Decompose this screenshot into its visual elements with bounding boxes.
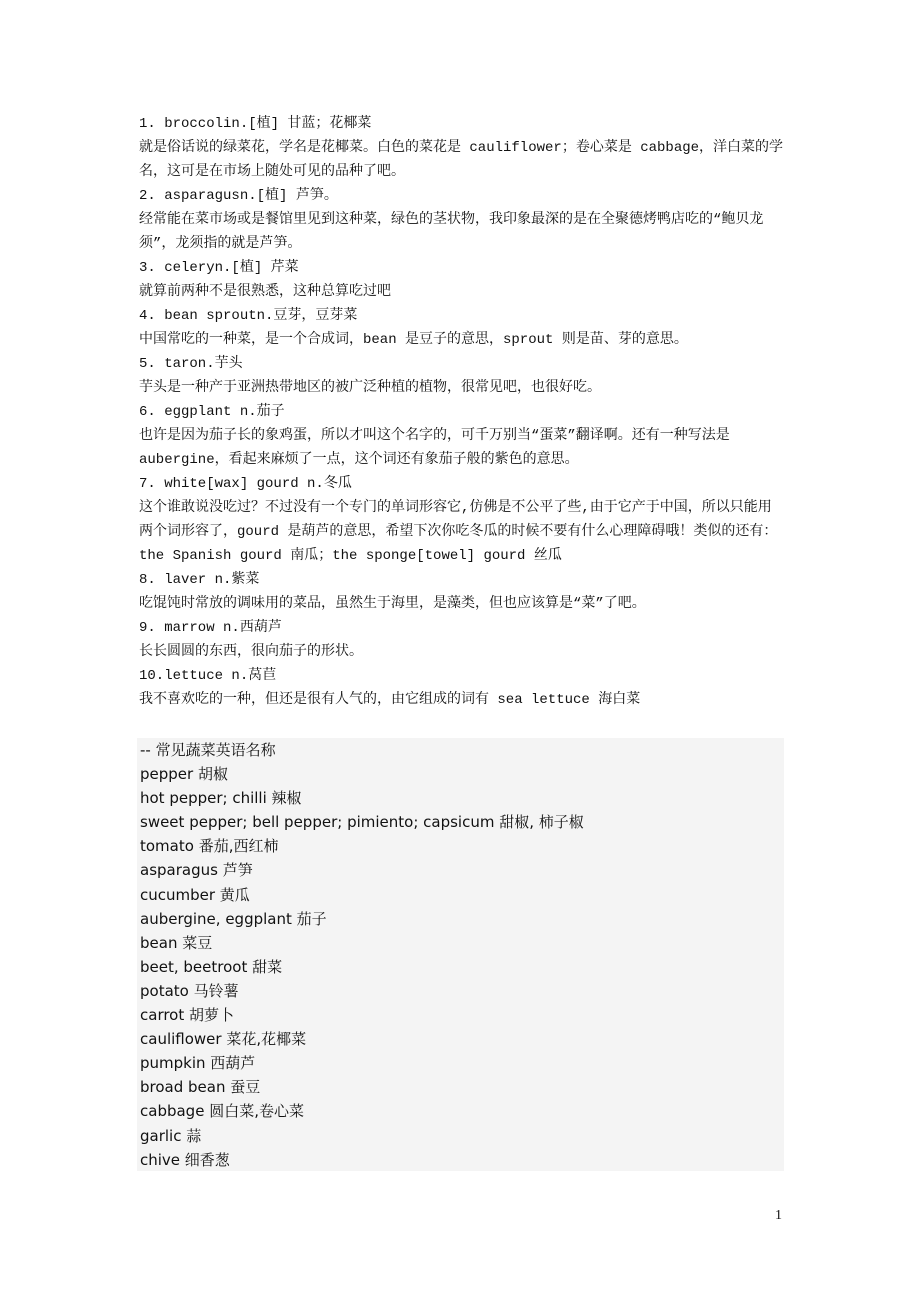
vegetable-list-item: bean 菜豆: [140, 933, 213, 952]
vegetable-list-item: broad bean 蚕豆: [140, 1078, 261, 1097]
entry-description: 也许是因为茄子长的象鸡蛋，所以才叫这个名字的，可千万别当“蛋菜”翻译啊。还有一种写法是 aubergine，看起来麻烦了一点，这个词还有象茄子般的紫色的意思。: [139, 428, 730, 468]
page-number: 1: [775, 1208, 782, 1223]
vegetable-list-item: carrot 胡萝卜: [140, 1006, 235, 1025]
entry-description: 中国常吃的一种菜，是一个合成词，bean 是豆子的意思，sprout 则是苗、芽的意思。: [139, 332, 688, 348]
entry-heading: 5. taron.芋头: [139, 356, 243, 372]
vegetable-list-item: garlic 蒜: [140, 1126, 202, 1145]
entry-description: 吃馄饨时常放的调味用的菜品，虽然生于海里，是藻类，但也应该算是“菜”了吧。: [139, 596, 646, 612]
entry-heading: 10.lettuce n.莴苣: [139, 668, 277, 684]
entry-heading: 4. bean sproutn.豆芽，豆芽菜: [139, 308, 358, 324]
vegetable-list-item: beet, beetroot 甜菜: [140, 957, 283, 976]
vegetable-list: [140, 738, 780, 1172]
entry-heading: 9. marrow n.西葫芦: [139, 620, 282, 636]
vegetable-list-item: pepper 胡椒: [140, 765, 228, 784]
entry-heading: 7. white[wax] gourd n.冬瓜: [139, 476, 352, 492]
entry-description: 就是俗话说的绿菜花，学名是花椰菜。白色的菜花是 cauliflower；卷心菜是 cabbage，洋白菜的学名，这可是在市场上随处可见的品种了吧。: [139, 140, 784, 180]
entry-heading: 8. laver n.紫菜: [139, 572, 260, 588]
entry-heading: 6. eggplant n.茄子: [139, 404, 285, 420]
list-title: -- 常见蔬菜英语名称: [140, 741, 276, 759]
vegetable-list-item: tomato 番茄,西红柿: [140, 837, 279, 856]
vegetable-list-item: cucumber 黄瓜: [140, 885, 250, 904]
vegetable-list-item: pumpkin 西葫芦: [140, 1054, 256, 1073]
entry-description: 就算前两种不是很熟悉，这种总算吃过吧: [139, 284, 391, 300]
entry-description: 芋头是一种产于亚洲热带地区的被广泛种植的植物，很常见吧，也很好吃。: [139, 380, 601, 396]
vegetable-list-item: hot pepper; chilli 辣椒: [140, 789, 302, 808]
entry-heading: 2. asparagusn.[植] 芦笋。: [139, 188, 338, 204]
entry-description: 这个谁敢说没吃过？不过没有一个专门的单词形容它,仿佛是不公平了些,由于它产于中国，所以只能用两个词形容了，gourd 是葫芦的意思，希望下次你吃冬瓜的时候不要有什么心理障碍哦！类似的还有：the Spanish gourd 南瓜；the sponge[towel] gourd 丝瓜: [139, 500, 778, 564]
vegetable-list-item: sweet pepper; bell pepper; pimiento; capsicum 甜椒, 柿子椒: [140, 813, 584, 832]
vegetable-entries: [139, 112, 784, 712]
entry-description: 长长圆圆的东西，很向茄子的形状。: [139, 644, 363, 660]
entry-heading: 3. celeryn.[植] 芹菜: [139, 260, 299, 276]
vegetable-list-item: asparagus 芦笋: [140, 861, 253, 880]
vegetable-list-item: chive 细香葱: [140, 1150, 230, 1169]
entry-description: 我不喜欢吃的一种，但还是很有人气的，由它组成的词有 sea lettuce 海白菜: [139, 692, 641, 708]
vegetable-list-item: cabbage 圆白菜,卷心菜: [140, 1102, 304, 1121]
vegetable-list-item: potato 马铃薯: [140, 981, 239, 1000]
entry-description: 经常能在菜市场或是餐馆里见到这种菜，绿色的茎状物，我印象最深的是在全聚德烤鸭店吃的“鲍贝龙须”，龙须指的就是芦笋。: [139, 212, 764, 252]
vegetable-list-item: aubergine, eggplant 茄子: [140, 909, 327, 928]
entry-heading: 1. broccolin.[植] 甘蓝；花椰菜: [139, 116, 372, 132]
vegetable-list-item: cauliflower 菜花,花椰菜: [140, 1030, 307, 1049]
